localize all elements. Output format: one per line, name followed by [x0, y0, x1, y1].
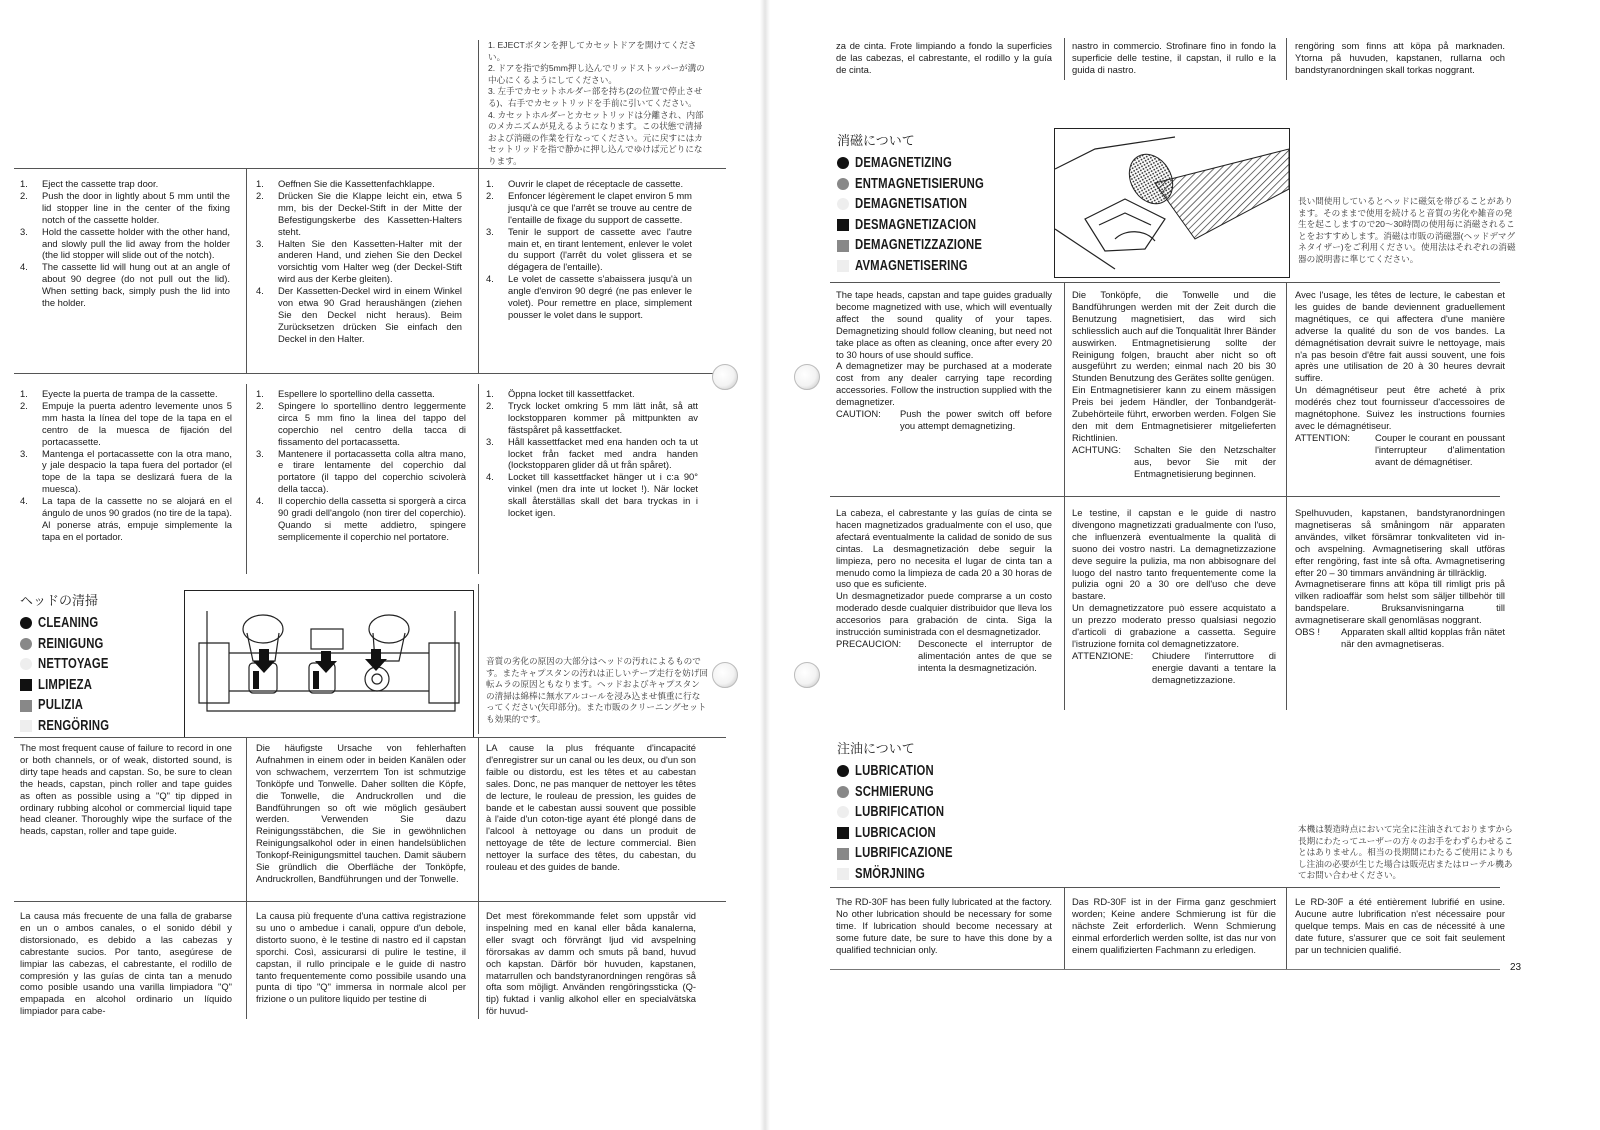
grey-square-icon: [837, 848, 849, 860]
list-item: 2. Tryck locket omkring 5 mm lätt inåt, så att lockstopparen kommer på mittpunkten av fästspåret på kassettfacket.: [486, 399, 698, 435]
lub-jp-text: 本機は製造時点において完全に注油されておりますから長期にわたってユーザーの方々のお手をわずらわせることはありません。相当の長期間にわたるご使用によりもし注油の必要が生じた場合は販売店またはローテル機あてお問い合わせください。: [1298, 824, 1514, 881]
lub-text-fr: Le RD-30F a été entièrement lubrifié en usine. Aucune autre lubrification n'est nécessaire pour quelque temps. Mais en cas de nécessité à une date future, s'assurer que ce soit fait seulement par un technicien qualifié.: [1295, 896, 1505, 955]
caution-note: PRECAUCION: Desconecte el interruptor de alimentación antes de que se intenta la desmagnetización.: [836, 637, 1052, 673]
list-item: 3. Håll kassettfacket med ena handen och ta ut locket från facket med andra handen (lockstopparen glider då ut från spåret).: [486, 435, 698, 471]
heading-es: LUBRICACION: [855, 824, 936, 841]
it-eject-steps: [256, 388, 466, 543]
heading-fr: DEMAGNETISATION: [855, 196, 968, 213]
page-fold: [760, 0, 770, 1130]
grey-square-icon: [20, 700, 32, 712]
grey-circle-icon: [837, 786, 849, 798]
lubrication-heading: [837, 738, 1067, 885]
fr-eject-steps: [486, 178, 692, 321]
demag-jp-title: 消磁について: [837, 133, 915, 148]
lub-text-en: The RD-30F has been fully lubricated at the factory. No other lubrication should be necessary for some time. If lubrication should become necessary at some future date, be sure to have this done by a qualified technician only.: [836, 896, 1052, 955]
list-item: 2. Empuje la puerta adentro levemente unos 5 mm hasta la línea del tope de la tapa en el centro de la muesca de fijación del portacassette.: [20, 399, 232, 447]
cleaning-jp-title: ヘッドの清掃: [20, 593, 99, 608]
heading-es: DESMAGNETIZACION: [855, 216, 977, 233]
demag-text-fr: Avec l'usage, les têtes de lecture, le cabestan et les guides de bande deviennent graduellement magnétiques, ce qui affectera d'une manière adverse la qualité du son de vos bandes. La démagnétisation devrait suivre le nettoyage, mais n'a pas besoin d'être fait aussi souvent, une fois après une utilisation de 20 à 30 heures devrait suffire. Un démagnétiseur peut être acheté à prix modérés chez tout fournisseur d'accessoires de magnétophone. Suivez les instructions fournies avec le démagnétiseur. ATTENTION: Couper le courant en poussant l'interrupteur d'alimentation avant de démagnétiser.: [1295, 289, 1505, 467]
light-square-icon: [837, 260, 849, 272]
sv-eject-steps: [486, 388, 698, 519]
demag-text-en: The tape heads, capstan and tape guides gradually become magnetized with use, which will eventually affect the sound quality of your tapes. Demagnetizing should follow cleaning, but need not take place as often as cleaning, once after every 20 to 30 hours of use should suffice. A demagnetizer may be purchased at a moderate cost from any dealer carrying tape recording accessories. Follow the instruction supplied with the demagnetizer. CAUTION: Push the power switch off before you attempt demagnetizing.: [836, 289, 1052, 431]
list-item: 4. La tapa de la cassette no se alojará en el ángulo de unos 90 grados (no tire de la tapa). Al ponerse atrás, empuje simplemente la tapa en el portador.: [20, 495, 232, 542]
light-circle-icon: [837, 806, 849, 818]
es-eject-steps: [20, 388, 232, 543]
heading-de: ENTMAGNETISIERUNG: [855, 175, 984, 192]
heading-sv: SMÖRJNING: [855, 865, 925, 882]
list-item: 1. Ouvrir le clapet de réceptacle de cassette.: [486, 178, 684, 189]
list-item: 3. Hold the cassette holder with the other hand, and slowly pull the lid away from the holder (the lid stopper will slide out of the notch).: [20, 225, 230, 261]
black-square-icon: [20, 679, 32, 691]
caution-note: ATTENTION: Couper le courant en poussant l'interrupteur d'alimentation avant de démagnétiser.: [1295, 431, 1505, 467]
heading-de: REINIGUNG: [38, 635, 104, 652]
list-item: 1. Oeffnen Sie die Kassettenfachklappe.: [256, 178, 435, 189]
left-page: [0, 0, 780, 1130]
demag-text-es: La cabeza, el cabrestante y las guías de cinta se hacen magnetizados gradualmente con el uso, que afectará eventualmente la calidad de sonido de sus cintas. La desmagnetización debe seguir la limpieza, pero no necesita el lugar de cinta tan a menudo como la limpieza de cada 20 a 30 horas de uso que es suficiente. Un desmagnetizador puede comprarse a un costo moderado desde cualquier distribuidor que lleva los accesorios para grabación de cinta. Siga la instrucción suministrada con el desmagnetizador. PRECAUCION: Desconecte el interruptor de alimentación antes de que se intenta la desmagnetización.: [836, 507, 1052, 673]
list-item: 3. Mantenga el portacassette con la otra mano, y jale despacio la tapa fuera del portador (el tope de la tapa se deslizará fuera de la muesca).: [20, 447, 232, 495]
list-item: 3. Tenir le support de cassette avec l'autre main et, en tirant lentement, enlever le volet du support (l'arrêt du volet glissera et se dégagera de l'entaille).: [486, 225, 692, 273]
heading-en: LUBRICATION: [855, 763, 934, 779]
grey-circle-icon: [20, 638, 32, 650]
jp-step: 1. EJECTボタンを押してカセットドアを開けてください。: [488, 40, 697, 62]
black-square-icon: [837, 219, 849, 231]
grey-square-icon: [837, 240, 849, 252]
cleaning-text-es-cont: za de cinta. Frote limpiando a fondo la superficies de las cabezas, el cabrestante, el rodillo y la guía de cinta.: [836, 40, 1052, 75]
list-item: 1. Öppna locket till kassettfacket.: [486, 388, 635, 399]
binder-hole: [794, 662, 820, 688]
list-item: 4. Le volet de cassette s'abaissera jusqu'à un angle d'environ 90 degré (ne pas enlever le volet). Pour remettre en place, simplement pousser le volet dans le support.: [486, 273, 692, 320]
black-square-icon: [837, 827, 849, 839]
heading-de: SCHMIERUNG: [855, 783, 934, 800]
grey-circle-icon: [837, 178, 849, 190]
heading-it: DEMAGNETIZZAZIONE: [855, 237, 983, 254]
black-circle-icon: [837, 765, 849, 777]
demag-text-sv: Spelhuvuden, kapstanen, bandstyranordningen magnetiseras så småningom när apparaten användes, vilket försämrar tonkvaliteten vid in- och avspelning. Avmagnetisering skall utföras efter rengöring, fast inte så ofta. Avmagnetisering efter 20 – 30 timmars användning är tillräcklig. Avmagnetiserare finns att köpa till rimligt pris på vilken radioaffär som helst som säljer tillbehör till bandspelare. Bruksanvisningarna till avmagnetiserare skall genomläsas noggrant. OBS ! Apparaten skall alltid kopplas från nätet när den avmagnetiseras.: [1295, 507, 1505, 649]
binder-hole: [712, 662, 738, 688]
de-eject-steps: [256, 178, 462, 345]
caution-note: ATTENZIONE: Chiudere l'interruttore di energie davanti a tentare la demagnetizzazione.: [1072, 649, 1276, 685]
caution-note: OBS ! Apparaten skall alltid kopplas från nätet när den avmagnetiseras.: [1295, 626, 1505, 649]
light-square-icon: [837, 868, 849, 880]
list-item: 4. Il coperchio della cassetta si sporgerà a circa 90 gradi dell'angolo (non tirer del coperchio). Quando si mette addietro, spingere semplicemente il coperchio nel portatore.: [256, 495, 466, 542]
light-square-icon: [20, 720, 32, 732]
heading-sv: RENGÖRING: [38, 717, 110, 734]
demag-text-de: Die Tonköpfe, die Tonwelle und die Bandführungen werden mit der Zeit durch die Benutzung magnetisiert, das wird sich schliesslich auch auf die Tonqualität Ihrer Bänder auswirken. Entmagnetisierung sollte der Reinigung folgen, braucht aber nicht so oft ausgeführt zu werden; einmal nach 20 bis 30 Stunden Benutzung des Gerätes sollte genügen. Ein Entmagnetisierer kann zu einem mässigen Preis bei jedem Händler, der Tonbandgerät-Zubehörteile führt, erworben werden. Folgen Sie den mit dem Entmagnetisierer mitgelieferten Richtlinien. ACHTUNG: Schalten Sie den Netzschalter aus, bevor Sie mit der Entmagnetisierung beginnen.: [1072, 289, 1276, 479]
jp-step: 2. ドアを指で約5mm押し込んでリッドストッパーが溝の中心にくるようにしてください。: [488, 63, 705, 85]
binder-hole: [712, 364, 738, 390]
light-circle-icon: [20, 658, 32, 670]
lub-jp-title: 注油について: [837, 741, 915, 756]
list-item: 1. Eject the cassette trap door.: [20, 178, 159, 189]
cleaning-text-sv: Det mest förekommande felet som uppstår vid inspelning med en kanal eller båda kanalerna, eller svagt och förvrängt ljud vid avspelning förorsakas av damm och smuts på band, huvud och kapstan. Därför bör huvuden, kapstanen, matarrullen och bandstyranordningen rengöras så ofta som möjligt. Använden rengöringssticka (Q-tip) fuktad i vanlig alkohol eller en specialvätska för huvud-: [486, 910, 696, 1017]
cleaning-text-de: Die häufigste Ursache von fehlerhaften Aufnahmen in einem oder in beiden Kanälen oder von schwachem, verzerrtem Ton ist schmutzige Tonköpfe und Tonwelle. Daher sollten die Köpfe, die Tonwelle, die Andruckrollen und die Bandführungen so oft wie möglich gesäubert werden. Verwenden Sie dazu Reinigungsstäbchen, die Sie in gewöhnlichen Reinigungsalkohol oder in einen handelsüblichen Tonkopf-Reinigungsmittel tauchen. Damit säubern Sie gründlich die Oberfläche der Tonköpfe, Andruckrollen, Bandführungen und der Tonwelle.: [256, 742, 466, 884]
head-cleaning-illustration: [184, 590, 474, 738]
list-item: 1. Espellere lo sportellino della cassetta.: [256, 388, 435, 399]
black-circle-icon: [20, 617, 32, 629]
jp-step: 3. 左手でカセットホルダー部を持ち(2の位置で停止させる)、右手でカセットリッドを手前に引いてください。: [488, 86, 703, 108]
heading-es: LIMPIEZA: [38, 676, 93, 693]
page-number: 23: [1510, 962, 1522, 973]
list-item: 3. Mantenere il portacassetta colla altra mano, e tirare lentamente del coperchio dal portatore (il tappo del coperchio scivolerà della tacca).: [256, 447, 466, 495]
list-item: 4. The cassette lid will hung out at an angle of about 90 degree (do not pull out the lid). When setting back, simply push the lid into the holder.: [20, 261, 230, 309]
heading-sv: AVMAGNETISERING: [855, 257, 968, 274]
cleaning-text-it-cont: nastro in commercio. Strofinare fino in fondo la superficie delle testine, il capstan, il rullo e la guida di nastro.: [1072, 40, 1276, 75]
en-eject-steps: [20, 178, 230, 309]
jp-step: 4. カセットホルダーとカセットリッドは分離され、内部のメカニズムが見えるようになります。この状態で清掃および消磁の作業を行なってください。元に戻すにはカセットリッドを指で静かに押し込んでゆけば元どりになります。: [488, 109, 704, 166]
cleaning-text-fr: LA cause la plus fréquante d'incapacité d'enregistrer sur un canal ou les deux, ou d'un son faible ou distordu, est les têtes et au cabestan sales. Donc, ne pas manquer de nettoyer les têtes de lecture, le rouleau de pression, les guides de bande et le cabestan aussi souvent que possible à l'aide d'un coton-tige ayant été plongé dans de l'alcool à nettoyage ou dans un produit de nettoyage de tête de lecture commercial. Bien nettoyer la surface des têtes, du cabestan, du rouleau et des guides de bande.: [486, 742, 696, 873]
lub-text-de: Das RD-30F ist in der Firma ganz geschmiert worden; Keine andere Schmierung ist für die nächste Zeit erforderlich. Wenn Schmierung einmal erforderlich werden sollte, ist das nur von einem qualifizierten Fachmann zu erledigen.: [1072, 896, 1276, 955]
binder-hole: [794, 364, 820, 390]
list-item: 2. Drücken Sie die Klappe leicht ein, etwa 5 mm, bis der Deckel-Stift in der Mitte der Befestigungskerbe des Kassetten-Halters steht.: [256, 189, 462, 237]
cleaning-heading: [20, 590, 190, 737]
cleaning-text-es: La causa más frecuente de una falla de grabarse en un o ambos canales, o el sonido débil y distorsionado, es debido a las cabezas y cabrestante sucios. Por tanto, asegúrese de limpiar las cabezas, el cabrestante, el rodillo de compresión y las guías de cinta tan a menudo como posible usando una varilla limpiadora "Q" empapada en alcohol ordinario un líquido limpiador para cabe-: [20, 910, 232, 1017]
caution-note: CAUTION: Push the power switch off before you attempt demagnetizing.: [836, 408, 1052, 431]
demagnetizer-illustration: [1054, 128, 1290, 278]
demag-jp-text: 長い間使用しているとヘッドに磁気を帯びることがあります。そのままで使用を続けると音質の劣化や雑音の発生を起こしますので20〜30時間の使用毎に消磁されることをおすすめします。消磁は市販の消磁器(ヘッドデマグネタイザー)をご利用ください。使用法はそれぞれの消磁器の説明書に準じてください。: [1298, 196, 1516, 264]
black-circle-icon: [837, 157, 849, 169]
heading-it: LUBRIFICAZIONE: [855, 845, 953, 862]
list-item: 4. Locket till kassettfacket hänger ut i c:a 90° vinkel (men dra inte ut locket !). När locket skall återställas skall det bara tryckas in i locket igen.: [486, 471, 698, 519]
list-item: 2. Spingere lo sportellino dentro leggermente circa 5 mm fino la linea del tappo del coperchio nel centro della tacca di fissamento del portacassetta.: [256, 399, 466, 447]
list-item: 2. Push the door in lightly about 5 mm until the lid stopper line in the center of the fixing notch of the cassette holder.: [20, 189, 230, 225]
list-item: 1. Eyecte la puerta de trampa de la cassette.: [20, 388, 218, 399]
cleaning-text-en: The most frequent cause of failure to record in one or both channels, or of weak, distorted sound, is dirty tape heads and capstan. So, be sure to clean the heads, capstan, pinch roller and tape guides as often as possible using a "Q" tip dipped in ordinary rubbing alcohol or commercial liquid tape head cleaner. Thoroughly wipe the surface of the heads, capstan, roller and tape guide.: [20, 742, 232, 837]
heading-en: CLEANING: [38, 615, 99, 631]
jp-eject-instructions: [488, 40, 710, 168]
heading-it: PULIZIA: [38, 697, 84, 714]
cleaning-text-sv-cont: rengöring som finns att köpa på marknaden. Ytorna på huvuden, kapstanen, rullarna och bandstyranordningen skall torkas noggrant.: [1295, 40, 1505, 75]
heading-fr: NETTOYAGE: [38, 656, 109, 673]
list-item: 3. Halten Sie den Kassetten-Halter mit der anderen Hand, und ziehen Sie den Deckel vorsichtig vom Halter weg (der Deckel-Stift wird aus der Kerbe gleiten).: [256, 237, 462, 285]
demag-text-it: Le testine, il capstan e le guide di nastro divengono magnetizzati gradualmente con l'uso, che influenzerà eventualmente la qualità di suono dei vostro nastri. La demagnetizzazione deve seguire la pulizia, ma non abbisognare del luogo del nastro tanto frequentemente come la pulizia ogni 20 a 30 ore dell'uso che deve bastare. Un demagnetizzatore può essere acquistato a un prezzo moderato presso qualsiasi negozio d'articoli di grabazione a cassetta. Seguire l'istruzione fornita col demagnetizzatore. ATTENZIONE: Chiudere l'interruttore di energie davanti a tentare la demagnetizzazione.: [1072, 507, 1276, 685]
list-item: 2. Enfoncer légèrement le clapet environ 5 mm jusqu'à ce que l'arrêt se trouve au centre de l'entaille de fixage du support de cassette.: [486, 189, 692, 225]
demagnetizing-heading: [837, 130, 1067, 277]
cleaning-text-it: La causa più frequente d'una cattiva registrazione su uno o ambedue i canali, oppure d'un debole, distorto suono, è le testine di nastro ed il capstan sporchi. Così, assicurarsi di pulire le testine, il capstan, il rullo principale e le guide di nastro tanto frequentemente como possibile usando una punta di tipo "Q" immersa in normale alcol per frizione o un pulitore liquido per testine di: [256, 910, 466, 1005]
cleaning-jp-text: 音質の劣化の原因の大部分はヘッドの汚れによるものです。またキャプスタンの汚れは正しいテープ走行を妨げ回転ムラの原因ともなります。ヘッドおよびキャプスタンの清掃は綿棒に無水アルコールを浸み込ませ慎重に行なってください(矢印部分)。また市販のクリーニングセットも効果的です。: [486, 656, 708, 724]
heading-fr: LUBRIFICATION: [855, 804, 945, 821]
caution-note: ACHTUNG: Schalten Sie den Netzschalter aus, bevor Sie mit der Entmagnetisierung beginnen.: [1072, 443, 1276, 479]
right-page: [780, 0, 1600, 1130]
list-item: 4. Der Kassetten-Deckel wird in einem Winkel von etwa 90 Grad heraushängen (ziehen Sie den Deckel nicht heraus). Beim Zurücksetzen drücken Sie einfach den Deckel in den Halter.: [256, 285, 462, 344]
heading-en: DEMAGNETIZING: [855, 155, 952, 171]
light-circle-icon: [837, 198, 849, 210]
